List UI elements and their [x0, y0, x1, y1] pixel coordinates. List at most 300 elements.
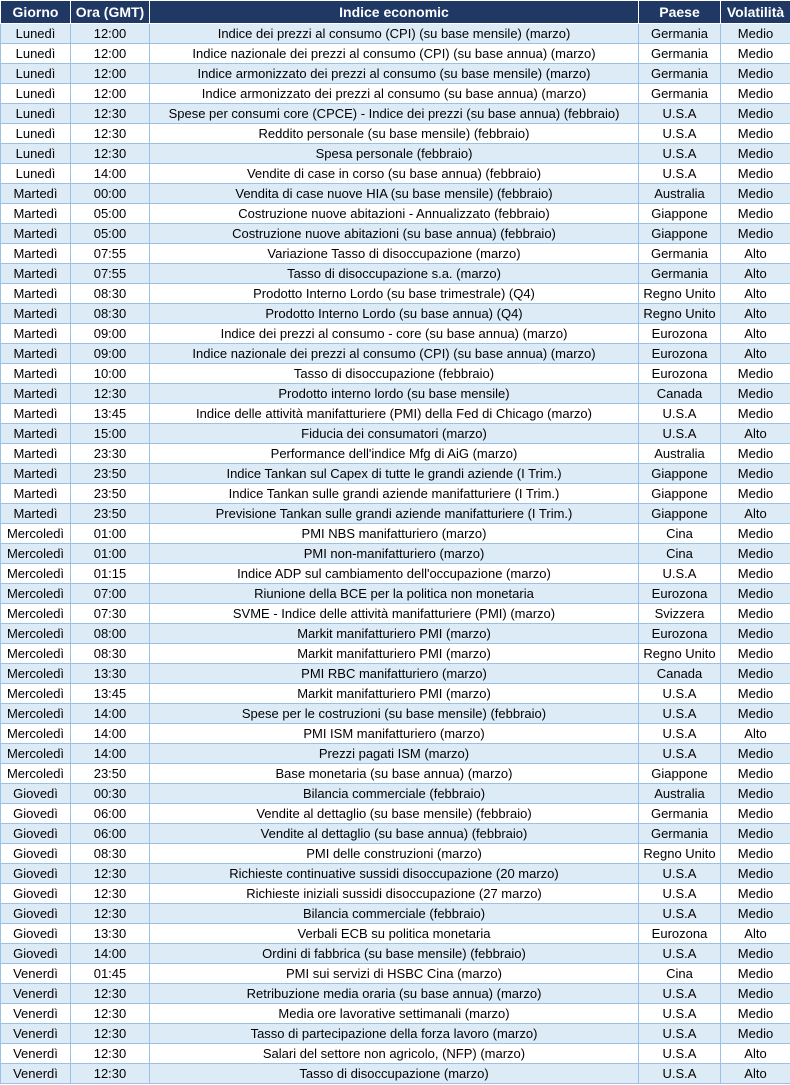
- table-row: [1, 104, 790, 124]
- country-cell: Germania: [639, 84, 721, 104]
- day-cell: Martedì: [1, 304, 71, 324]
- time-cell: 08:30: [71, 844, 150, 864]
- volatility-cell: Alto: [721, 244, 790, 264]
- table-row: [1, 204, 790, 224]
- country-cell: U.S.A: [639, 1064, 721, 1084]
- day-cell: Martedì: [1, 444, 71, 464]
- time-cell: 09:00: [71, 344, 150, 364]
- indicator-cell: Riunione della BCE per la politica non monetaria: [150, 584, 639, 604]
- table-row: [1, 1064, 790, 1084]
- volatility-cell: Medio: [721, 804, 790, 824]
- day-cell: Martedì: [1, 224, 71, 244]
- time-cell: 12:30: [71, 144, 150, 164]
- indicator-cell: PMI sui servizi di HSBC Cina (marzo): [150, 964, 639, 984]
- time-cell: 01:15: [71, 564, 150, 584]
- table-row: [1, 884, 790, 904]
- volatility-cell: Medio: [721, 444, 790, 464]
- volatility-cell: Medio: [721, 124, 790, 144]
- country-cell: Germania: [639, 244, 721, 264]
- table-row: [1, 44, 790, 64]
- day-cell: Venerdì: [1, 1004, 71, 1024]
- day-cell: Giovedì: [1, 844, 71, 864]
- indicator-cell: PMI ISM manifatturiero (marzo): [150, 724, 639, 744]
- volatility-cell: Medio: [721, 544, 790, 564]
- country-cell: U.S.A: [639, 884, 721, 904]
- indicator-cell: Media ore lavorative settimanali (marzo): [150, 1004, 639, 1024]
- table-row: [1, 1004, 790, 1024]
- day-cell: Lunedì: [1, 64, 71, 84]
- country-cell: U.S.A: [639, 404, 721, 424]
- time-cell: 23:50: [71, 484, 150, 504]
- time-cell: 12:30: [71, 384, 150, 404]
- country-cell: U.S.A: [639, 1024, 721, 1044]
- table-row: [1, 524, 790, 544]
- country-cell: Eurozona: [639, 624, 721, 644]
- volatility-cell: Medio: [721, 664, 790, 684]
- table-row: [1, 644, 790, 664]
- table-row: [1, 184, 790, 204]
- table-row: [1, 744, 790, 764]
- time-cell: 12:30: [71, 1024, 150, 1044]
- country-cell: Germania: [639, 824, 721, 844]
- time-cell: 13:45: [71, 404, 150, 424]
- day-cell: Mercoledì: [1, 764, 71, 784]
- table-row: [1, 624, 790, 644]
- indicator-cell: Prodotto Interno Lordo (su base trimestrale) (Q4): [150, 284, 639, 304]
- time-cell: 06:00: [71, 804, 150, 824]
- time-cell: 09:00: [71, 324, 150, 344]
- day-cell: Mercoledì: [1, 584, 71, 604]
- table-row: [1, 364, 790, 384]
- day-cell: Mercoledì: [1, 524, 71, 544]
- time-cell: 00:00: [71, 184, 150, 204]
- table-row: [1, 764, 790, 784]
- volatility-cell: Medio: [721, 184, 790, 204]
- volatility-cell: Medio: [721, 564, 790, 584]
- country-cell: Cina: [639, 964, 721, 984]
- country-cell: U.S.A: [639, 1044, 721, 1064]
- country-cell: U.S.A: [639, 124, 721, 144]
- volatility-cell: Medio: [721, 944, 790, 964]
- table-row: [1, 704, 790, 724]
- indicator-cell: Indice armonizzato dei prezzi al consumo (su base mensile) (marzo): [150, 64, 639, 84]
- volatility-cell: Alto: [721, 284, 790, 304]
- table-row: [1, 244, 790, 264]
- table-header: [1, 1, 790, 24]
- table-row: [1, 404, 790, 424]
- indicator-cell: Indice dei prezzi al consumo (CPI) (su base mensile) (marzo): [150, 24, 639, 44]
- time-cell: 05:00: [71, 204, 150, 224]
- time-cell: 23:30: [71, 444, 150, 464]
- country-cell: Cina: [639, 524, 721, 544]
- table-row: [1, 944, 790, 964]
- table-row: [1, 124, 790, 144]
- volatility-cell: Alto: [721, 304, 790, 324]
- indicator-cell: Bilancia commerciale (febbraio): [150, 784, 639, 804]
- volatility-cell: Medio: [721, 164, 790, 184]
- day-cell: Venerdì: [1, 964, 71, 984]
- table-row: [1, 284, 790, 304]
- country-cell: Eurozona: [639, 364, 721, 384]
- time-cell: 12:00: [71, 24, 150, 44]
- volatility-cell: Medio: [721, 584, 790, 604]
- country-cell: U.S.A: [639, 684, 721, 704]
- volatility-cell: Alto: [721, 324, 790, 344]
- volatility-cell: Medio: [721, 1004, 790, 1024]
- volatility-cell: Medio: [721, 964, 790, 984]
- country-cell: Eurozona: [639, 584, 721, 604]
- time-cell: 23:50: [71, 504, 150, 524]
- table-row: [1, 1044, 790, 1064]
- day-cell: Lunedì: [1, 104, 71, 124]
- table-row: [1, 264, 790, 284]
- volatility-cell: Alto: [721, 344, 790, 364]
- indicator-cell: Previsione Tankan sulle grandi aziende manifatturiere (I Trim.): [150, 504, 639, 524]
- time-cell: 05:00: [71, 224, 150, 244]
- day-cell: Giovedì: [1, 924, 71, 944]
- volatility-cell: Medio: [721, 704, 790, 724]
- country-cell: Cina: [639, 544, 721, 564]
- table-row: [1, 924, 790, 944]
- indicator-cell: Performance dell'indice Mfg di AiG (marzo): [150, 444, 639, 464]
- country-cell: Eurozona: [639, 344, 721, 364]
- table-row: [1, 1024, 790, 1044]
- day-cell: Mercoledì: [1, 644, 71, 664]
- indicator-cell: SVME - Indice delle attività manifatturiere (PMI) (marzo): [150, 604, 639, 624]
- country-cell: U.S.A: [639, 864, 721, 884]
- volatility-cell: Medio: [721, 364, 790, 384]
- indicator-cell: Tasso di partecipazione della forza lavoro (marzo): [150, 1024, 639, 1044]
- day-cell: Giovedì: [1, 904, 71, 924]
- country-cell: Regno Unito: [639, 844, 721, 864]
- volatility-cell: Medio: [721, 864, 790, 884]
- indicator-cell: Spese per consumi core (CPCE) - Indice dei prezzi (su base annua) (febbraio): [150, 104, 639, 124]
- volatility-cell: Medio: [721, 984, 790, 1004]
- time-cell: 23:50: [71, 464, 150, 484]
- time-cell: 14:00: [71, 164, 150, 184]
- indicator-cell: Costruzione nuove abitazioni (su base annua) (febbraio): [150, 224, 639, 244]
- indicator-cell: PMI non-manifatturiero (marzo): [150, 544, 639, 564]
- country-cell: Germania: [639, 24, 721, 44]
- day-cell: Martedì: [1, 384, 71, 404]
- column-header-country: Paese: [639, 1, 721, 24]
- volatility-cell: Medio: [721, 744, 790, 764]
- volatility-cell: Medio: [721, 144, 790, 164]
- volatility-cell: Medio: [721, 44, 790, 64]
- table-row: [1, 444, 790, 464]
- indicator-cell: Ordini di fabbrica (su base mensile) (febbraio): [150, 944, 639, 964]
- indicator-cell: PMI RBC manifatturiero (marzo): [150, 664, 639, 684]
- country-cell: U.S.A: [639, 104, 721, 124]
- day-cell: Martedì: [1, 204, 71, 224]
- time-cell: 07:55: [71, 264, 150, 284]
- volatility-cell: Medio: [721, 604, 790, 624]
- volatility-cell: Medio: [721, 24, 790, 44]
- time-cell: 01:00: [71, 544, 150, 564]
- table-row: [1, 784, 790, 804]
- time-cell: 01:00: [71, 524, 150, 544]
- country-cell: Regno Unito: [639, 644, 721, 664]
- indicator-cell: Tasso di disoccupazione (febbraio): [150, 364, 639, 384]
- time-cell: 12:30: [71, 904, 150, 924]
- country-cell: Germania: [639, 264, 721, 284]
- time-cell: 12:30: [71, 1044, 150, 1064]
- country-cell: Germania: [639, 44, 721, 64]
- time-cell: 23:50: [71, 764, 150, 784]
- volatility-cell: Alto: [721, 724, 790, 744]
- table-row: [1, 344, 790, 364]
- day-cell: Martedì: [1, 264, 71, 284]
- indicator-cell: Richieste continuative sussidi disoccupazione (20 marzo): [150, 864, 639, 884]
- country-cell: Regno Unito: [639, 304, 721, 324]
- volatility-cell: Alto: [721, 1064, 790, 1084]
- indicator-cell: Costruzione nuove abitazioni - Annualizzato (febbraio): [150, 204, 639, 224]
- day-cell: Mercoledì: [1, 624, 71, 644]
- table-row: [1, 604, 790, 624]
- time-cell: 12:00: [71, 64, 150, 84]
- indicator-cell: Indice Tankan sul Capex di tutte le grandi aziende (I Trim.): [150, 464, 639, 484]
- time-cell: 13:30: [71, 924, 150, 944]
- table-row: [1, 804, 790, 824]
- table-row: [1, 964, 790, 984]
- volatility-cell: Medio: [721, 84, 790, 104]
- time-cell: 12:30: [71, 104, 150, 124]
- volatility-cell: Medio: [721, 644, 790, 664]
- day-cell: Mercoledì: [1, 544, 71, 564]
- day-cell: Giovedì: [1, 824, 71, 844]
- indicator-cell: Indice nazionale dei prezzi al consumo (CPI) (su base annua) (marzo): [150, 344, 639, 364]
- country-cell: U.S.A: [639, 704, 721, 724]
- indicator-cell: Tasso di disoccupazione (marzo): [150, 1064, 639, 1084]
- day-cell: Mercoledì: [1, 664, 71, 684]
- time-cell: 14:00: [71, 724, 150, 744]
- country-cell: Eurozona: [639, 324, 721, 344]
- volatility-cell: Medio: [721, 904, 790, 924]
- time-cell: 06:00: [71, 824, 150, 844]
- time-cell: 12:00: [71, 44, 150, 64]
- indicator-cell: Markit manifatturiero PMI (marzo): [150, 624, 639, 644]
- indicator-cell: Prodotto Interno Lordo (su base annua) (Q4): [150, 304, 639, 324]
- volatility-cell: Alto: [721, 504, 790, 524]
- time-cell: 08:30: [71, 284, 150, 304]
- volatility-cell: Medio: [721, 104, 790, 124]
- volatility-cell: Medio: [721, 824, 790, 844]
- volatility-cell: Medio: [721, 844, 790, 864]
- day-cell: Martedì: [1, 484, 71, 504]
- table-row: [1, 984, 790, 1004]
- table-row: [1, 464, 790, 484]
- day-cell: Venerdì: [1, 1064, 71, 1084]
- day-cell: Lunedì: [1, 24, 71, 44]
- indicator-cell: Variazione Tasso di disoccupazione (marzo): [150, 244, 639, 264]
- time-cell: 01:45: [71, 964, 150, 984]
- volatility-cell: Medio: [721, 64, 790, 84]
- table-row: [1, 24, 790, 44]
- country-cell: Germania: [639, 64, 721, 84]
- indicator-cell: Indice nazionale dei prezzi al consumo (CPI) (su base annua) (marzo): [150, 44, 639, 64]
- country-cell: U.S.A: [639, 724, 721, 744]
- volatility-cell: Medio: [721, 1024, 790, 1044]
- indicator-cell: Prodotto interno lordo (su base mensile): [150, 384, 639, 404]
- time-cell: 12:30: [71, 124, 150, 144]
- indicator-cell: Indice dei prezzi al consumo - core (su base annua) (marzo): [150, 324, 639, 344]
- time-cell: 10:00: [71, 364, 150, 384]
- volatility-cell: Alto: [721, 924, 790, 944]
- country-cell: Giappone: [639, 504, 721, 524]
- column-header-day: Giorno: [1, 1, 71, 24]
- country-cell: U.S.A: [639, 904, 721, 924]
- volatility-cell: Medio: [721, 224, 790, 244]
- time-cell: 14:00: [71, 704, 150, 724]
- table-body: [1, 24, 790, 1084]
- table-row: [1, 324, 790, 344]
- volatility-cell: Medio: [721, 684, 790, 704]
- day-cell: Mercoledì: [1, 724, 71, 744]
- country-cell: Giappone: [639, 484, 721, 504]
- day-cell: Giovedì: [1, 804, 71, 824]
- country-cell: Australia: [639, 784, 721, 804]
- indicator-cell: Markit manifatturiero PMI (marzo): [150, 644, 639, 664]
- table-row: [1, 584, 790, 604]
- time-cell: 12:30: [71, 884, 150, 904]
- country-cell: Australia: [639, 444, 721, 464]
- table-row: [1, 504, 790, 524]
- country-cell: U.S.A: [639, 744, 721, 764]
- table-row: [1, 384, 790, 404]
- time-cell: 08:30: [71, 304, 150, 324]
- table-row: [1, 424, 790, 444]
- table-row: [1, 484, 790, 504]
- day-cell: Lunedì: [1, 44, 71, 64]
- time-cell: 12:30: [71, 984, 150, 1004]
- indicator-cell: Retribuzione media oraria (su base annua) (marzo): [150, 984, 639, 1004]
- time-cell: 15:00: [71, 424, 150, 444]
- volatility-cell: Alto: [721, 264, 790, 284]
- volatility-cell: Medio: [721, 524, 790, 544]
- country-cell: U.S.A: [639, 944, 721, 964]
- table-row: [1, 684, 790, 704]
- time-cell: 00:30: [71, 784, 150, 804]
- indicator-cell: Vendite di case in corso (su base annua) (febbraio): [150, 164, 639, 184]
- day-cell: Mercoledì: [1, 744, 71, 764]
- table-row: [1, 144, 790, 164]
- indicator-cell: Spesa personale (febbraio): [150, 144, 639, 164]
- time-cell: 07:00: [71, 584, 150, 604]
- country-cell: Giappone: [639, 464, 721, 484]
- time-cell: 12:30: [71, 1004, 150, 1024]
- indicator-cell: Vendite al dettaglio (su base annua) (febbraio): [150, 824, 639, 844]
- day-cell: Martedì: [1, 464, 71, 484]
- table-row: [1, 664, 790, 684]
- volatility-cell: Medio: [721, 464, 790, 484]
- volatility-cell: Alto: [721, 1044, 790, 1064]
- table-row: [1, 164, 790, 184]
- table-row: [1, 64, 790, 84]
- time-cell: 07:30: [71, 604, 150, 624]
- volatility-cell: Medio: [721, 384, 790, 404]
- indicator-cell: PMI NBS manifatturiero (marzo): [150, 524, 639, 544]
- indicator-cell: Bilancia commerciale (febbraio): [150, 904, 639, 924]
- volatility-cell: Medio: [721, 204, 790, 224]
- indicator-cell: Indice armonizzato dei prezzi al consumo (su base annua) (marzo): [150, 84, 639, 104]
- country-cell: U.S.A: [639, 144, 721, 164]
- day-cell: Martedì: [1, 504, 71, 524]
- indicator-cell: Salari del settore non agricolo, (NFP) (marzo): [150, 1044, 639, 1064]
- volatility-cell: Medio: [721, 404, 790, 424]
- day-cell: Lunedì: [1, 144, 71, 164]
- time-cell: 13:30: [71, 664, 150, 684]
- day-cell: Mercoledì: [1, 604, 71, 624]
- table-row: [1, 864, 790, 884]
- time-cell: 14:00: [71, 744, 150, 764]
- time-cell: 13:45: [71, 684, 150, 704]
- country-cell: Germania: [639, 804, 721, 824]
- country-cell: Australia: [639, 184, 721, 204]
- day-cell: Giovedì: [1, 784, 71, 804]
- day-cell: Martedì: [1, 424, 71, 444]
- country-cell: U.S.A: [639, 984, 721, 1004]
- table-row: [1, 304, 790, 324]
- indicator-cell: Fiducia dei consumatori (marzo): [150, 424, 639, 444]
- day-cell: Martedì: [1, 324, 71, 344]
- day-cell: Martedì: [1, 284, 71, 304]
- indicator-cell: Indice ADP sul cambiamento dell'occupazione (marzo): [150, 564, 639, 584]
- indicator-cell: Base monetaria (su base annua) (marzo): [150, 764, 639, 784]
- time-cell: 08:00: [71, 624, 150, 644]
- column-header-indicator: Indice economic: [150, 1, 639, 24]
- day-cell: Giovedì: [1, 944, 71, 964]
- day-cell: Martedì: [1, 184, 71, 204]
- volatility-cell: Medio: [721, 884, 790, 904]
- country-cell: Eurozona: [639, 924, 721, 944]
- time-cell: 14:00: [71, 944, 150, 964]
- indicator-cell: Reddito personale (su base mensile) (febbraio): [150, 124, 639, 144]
- column-header-time: Ora (GMT): [71, 1, 150, 24]
- country-cell: Canada: [639, 384, 721, 404]
- time-cell: 07:55: [71, 244, 150, 264]
- country-cell: Svizzera: [639, 604, 721, 624]
- day-cell: Giovedì: [1, 884, 71, 904]
- indicator-cell: Markit manifatturiero PMI (marzo): [150, 684, 639, 704]
- volatility-cell: Medio: [721, 784, 790, 804]
- day-cell: Venerdì: [1, 1044, 71, 1064]
- time-cell: 12:30: [71, 1064, 150, 1084]
- table-row: [1, 824, 790, 844]
- country-cell: U.S.A: [639, 1004, 721, 1024]
- day-cell: Mercoledì: [1, 704, 71, 724]
- volatility-cell: Medio: [721, 624, 790, 644]
- indicator-cell: Richieste iniziali sussidi disoccupazione (27 marzo): [150, 884, 639, 904]
- country-cell: Giappone: [639, 764, 721, 784]
- country-cell: Giappone: [639, 224, 721, 244]
- indicator-cell: Spese per le costruzioni (su base mensile) (febbraio): [150, 704, 639, 724]
- indicator-cell: Tasso di disoccupazione s.a. (marzo): [150, 264, 639, 284]
- table-row: [1, 84, 790, 104]
- volatility-cell: Medio: [721, 484, 790, 504]
- volatility-cell: Medio: [721, 764, 790, 784]
- table-row: [1, 844, 790, 864]
- indicator-cell: Vendita di case nuove HIA (su base mensile) (febbraio): [150, 184, 639, 204]
- table-row: [1, 724, 790, 744]
- indicator-cell: Indice delle attività manifatturiere (PMI) della Fed di Chicago (marzo): [150, 404, 639, 424]
- indicator-cell: Vendite al dettaglio (su base mensile) (febbraio): [150, 804, 639, 824]
- day-cell: Martedì: [1, 344, 71, 364]
- day-cell: Mercoledì: [1, 564, 71, 584]
- indicator-cell: Verbali ECB su politica monetaria: [150, 924, 639, 944]
- day-cell: Venerdì: [1, 984, 71, 1004]
- country-cell: U.S.A: [639, 564, 721, 584]
- time-cell: 12:00: [71, 84, 150, 104]
